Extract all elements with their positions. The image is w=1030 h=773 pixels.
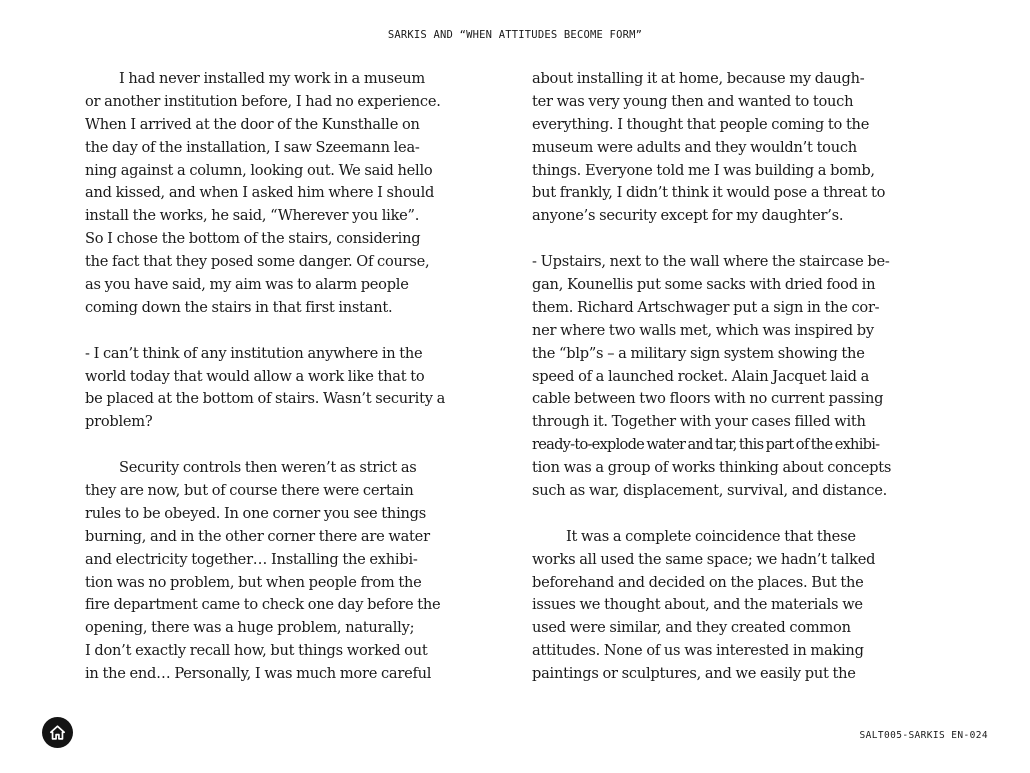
text-line: - I can’t think of any institution anywhere in the xyxy=(85,344,423,362)
text-line: I had never installed my work in a museum xyxy=(119,70,425,87)
text-line: them. Richard Artschwager put a sign in the cor- xyxy=(532,298,880,316)
text-line: ner where two walls met, which was inspired by xyxy=(532,321,874,339)
text-line: or another institution before, I had no experience. xyxy=(85,92,441,110)
text-line: install the works, he said, “Wherever you like”. xyxy=(85,207,420,225)
text-line: world today that would allow a work like that to xyxy=(85,367,425,385)
text-line: through it. Together with your cases filled with xyxy=(532,413,866,431)
text-line: cable between two floors with no current passing xyxy=(532,390,884,408)
text-line: issues we thought about, and the materials we xyxy=(532,596,863,614)
text-line: as you have said, my aim was to alarm people xyxy=(85,276,409,294)
text-line: tion was no problem, but when people from the xyxy=(85,573,422,591)
text-line: and electricity together… Installing the exhibi- xyxy=(85,550,418,568)
text-line: paintings or sculptures, and we easily put the xyxy=(532,665,856,683)
text-line: and kissed, and when I asked him where I should xyxy=(85,184,435,202)
text-column-left xyxy=(85,68,510,686)
text-line: So I chose the bottom of the stairs, considering xyxy=(85,230,421,248)
text-line: opening, there was a huge problem, naturally; xyxy=(85,619,415,637)
text-line: burning, and in the other corner there are water xyxy=(85,527,430,545)
text-line: rules to be obeyed. In one corner you see things xyxy=(85,504,426,522)
text-column-right xyxy=(532,68,957,686)
text-line: things. Everyone told me I was building a bomb, xyxy=(532,161,875,179)
home-button[interactable] xyxy=(42,717,73,748)
paragraph-gap xyxy=(532,503,957,526)
paragraph-gap xyxy=(532,228,957,251)
text-line: about installing it at home, because my daugh- xyxy=(532,70,865,87)
text-line: the day of the installation, I saw Szeemann lea- xyxy=(85,138,420,156)
text-line: the fact that they posed some danger. Of course, xyxy=(85,253,430,271)
text-line: attitudes. None of us was interested in making xyxy=(532,642,864,660)
text-line: gan, Kounellis put some sacks with dried food in xyxy=(532,276,876,294)
text-line: It was a complete coincidence that these xyxy=(566,527,856,545)
text-line: ning against a column, looking out. We said hello xyxy=(85,161,433,179)
text-line: I don’t exactly recall how, but things worked out xyxy=(85,642,428,660)
page-identifier: SALT005-SARKIS EN-024 xyxy=(859,730,988,741)
text-line: - Upstairs, next to the wall where the staircase be- xyxy=(532,253,890,271)
text-line: but frankly, I didn’t think it would pose a threat to xyxy=(532,184,886,202)
paragraph-gap xyxy=(85,434,510,457)
text-line: When I arrived at the door of the Kunsthalle on xyxy=(85,115,420,133)
running-title: SARKIS AND “WHEN ATTITUDES BECOME FORM” xyxy=(387,29,643,41)
text-line: the “blp”s – a military sign system showing the xyxy=(532,344,865,362)
text-line: tion was a group of works thinking about concepts xyxy=(532,459,892,477)
text-line: such as war, displacement, survival, and distance. xyxy=(532,482,887,500)
text-line: be placed at the bottom of stairs. Wasn’t security a xyxy=(85,390,446,408)
text-line: Security controls then weren’t as strict as xyxy=(119,459,417,477)
text-line: used were similar, and they created common xyxy=(532,619,851,637)
text-line: ter was very young then and wanted to touch xyxy=(532,92,854,110)
text-line: everything. I thought that people coming to the xyxy=(532,115,870,133)
paragraph-gap xyxy=(85,320,510,343)
text-line: ready-to-explode water and tar, this part of the exhibi- xyxy=(532,436,880,454)
home-icon xyxy=(49,724,66,741)
text-line: fire department came to check one day before the xyxy=(85,596,441,614)
text-line: speed of a launched rocket. Alain Jacquet laid a xyxy=(532,367,870,385)
text-line: problem? xyxy=(85,413,153,431)
text-line: beforehand and decided on the places. But the xyxy=(532,573,864,591)
text-line: in the end… Personally, I was much more careful xyxy=(85,665,432,683)
text-line: they are now, but of course there were certain xyxy=(85,482,414,500)
text-line: coming down the stairs in that first instant. xyxy=(85,298,393,316)
text-line: anyone’s security except for my daughter’s. xyxy=(532,207,844,225)
text-line: museum were adults and they wouldn’t touch xyxy=(532,138,857,156)
text-line: works all used the same space; we hadn’t talked xyxy=(532,550,876,568)
